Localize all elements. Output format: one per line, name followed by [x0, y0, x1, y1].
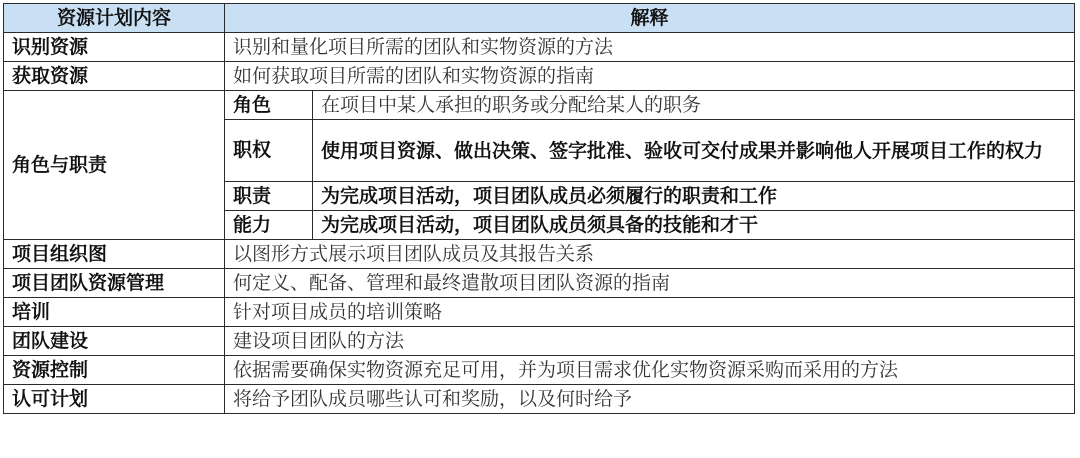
- roles-sub-desc: 为完成项目活动，项目团队成员必须履行的职责和工作: [313, 182, 1075, 211]
- roles-item-label: 角色与职责: [4, 91, 225, 240]
- row-item-label: 团队建设: [4, 327, 225, 356]
- resource-plan-table: [3, 3, 1075, 414]
- row-item-desc: 针对项目成员的培训策略: [225, 298, 1075, 327]
- row-item-label: 培训: [4, 298, 225, 327]
- roles-sub-label: 能力: [225, 211, 313, 240]
- row-item-desc: 建设项目团队的方法: [225, 327, 1075, 356]
- roles-sub-desc: 为完成项目活动，项目团队成员须具备的技能和才干: [313, 211, 1075, 240]
- row-item-desc: 如何获取项目所需的团队和实物资源的指南: [225, 62, 1075, 91]
- row-item-label: 项目组织图: [4, 240, 225, 269]
- row-item-label: 资源控制: [4, 356, 225, 385]
- table-row: [4, 327, 1075, 356]
- table-row: [4, 356, 1075, 385]
- table-row: [4, 269, 1075, 298]
- roles-sub-label: 职责: [225, 182, 313, 211]
- header-explanation: 解释: [225, 4, 1075, 33]
- roles-sub-desc: 在项目中某人承担的职务或分配给某人的职务: [313, 91, 1075, 120]
- row-item-desc: 以图形方式展示项目团队成员及其报告关系: [225, 240, 1075, 269]
- table-row-roles: [4, 91, 1075, 120]
- roles-sub-desc: 使用项目资源、做出决策、签字批准、验收可交付成果并影响他人开展项目工作的权力: [313, 120, 1075, 182]
- row-item-desc: 何定义、配备、管理和最终遣散项目团队资源的指南: [225, 269, 1075, 298]
- table-row: [4, 62, 1075, 91]
- table-row: [4, 298, 1075, 327]
- row-item-desc: 识别和量化项目所需的团队和实物资源的方法: [225, 33, 1075, 62]
- roles-sub-label: 职权: [225, 120, 313, 182]
- table-header-row: [4, 4, 1075, 33]
- roles-sub-label: 角色: [225, 91, 313, 120]
- row-item-label: 认可计划: [4, 385, 225, 414]
- row-item-label: 识别资源: [4, 33, 225, 62]
- row-item-label: 项目团队资源管理: [4, 269, 225, 298]
- row-item-desc: 依据需要确保实物资源充足可用，并为项目需求优化实物资源采购而采用的方法: [225, 356, 1075, 385]
- row-item-label: 获取资源: [4, 62, 225, 91]
- header-plan-content: 资源计划内容: [4, 4, 225, 33]
- table-row: [4, 385, 1075, 414]
- table-row: [4, 240, 1075, 269]
- row-item-desc: 将给予团队成员哪些认可和奖励，以及何时给予: [225, 385, 1075, 414]
- table-row: [4, 33, 1075, 62]
